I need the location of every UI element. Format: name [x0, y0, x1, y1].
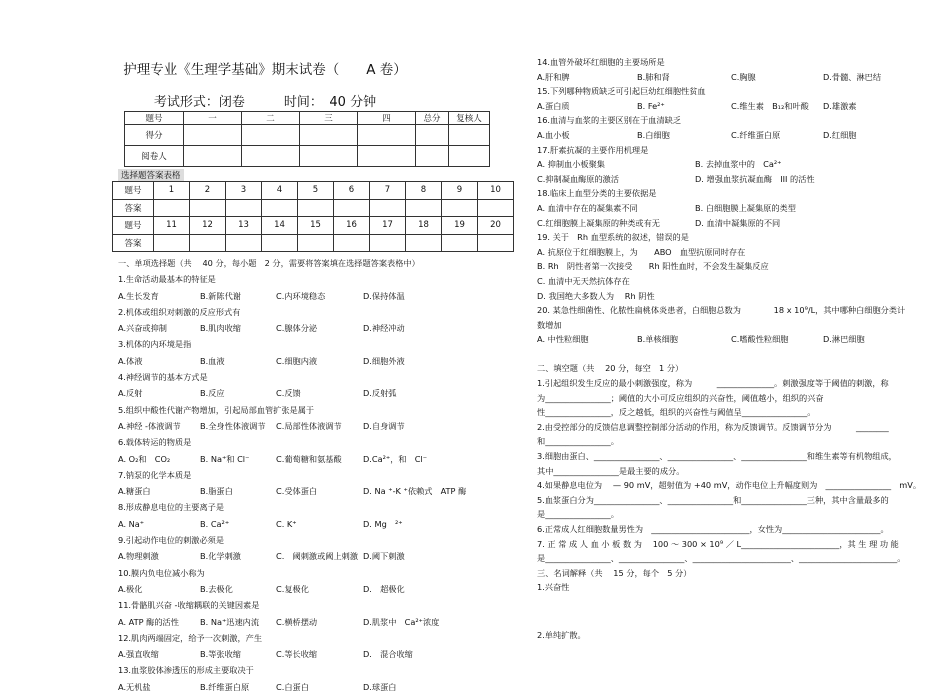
answer-cell[interactable]: [262, 199, 298, 217]
option-text: D.细胞外液: [363, 355, 405, 366]
answer-cell[interactable]: [298, 199, 334, 217]
stem-text: 三、名词解释（共 15 分，每个 5 分）: [537, 567, 692, 578]
stem-text: 和________________。: [537, 436, 619, 447]
stem-text: 18.临床上血型分类的主要依据是: [537, 188, 657, 199]
option-text: D.保持体温: [363, 290, 405, 301]
question-number-cell: 3: [226, 182, 262, 200]
option-text: D.神经冲动: [363, 323, 405, 334]
stem-text: C. 血清中无天然抗体存在: [537, 275, 630, 286]
question-stem: [537, 464, 947, 479]
option-text: B.去极化: [200, 583, 233, 594]
question-number-cell: 7: [370, 182, 406, 200]
question-number-cell: 10: [478, 182, 514, 200]
stem-text: 16.血清与血浆的主要区别在于血清缺乏: [537, 115, 682, 126]
stem-text: 一、单项选择题（共 40 分，每小题 2 分，需要将答案填在选择题答案表格中）: [118, 258, 420, 268]
option-row: [537, 172, 947, 187]
option-text: D.红细胞: [823, 129, 857, 140]
option-text: A.兴奋或抑制: [118, 323, 167, 334]
option-row: [118, 581, 530, 597]
score-row-label: 得分: [125, 125, 184, 146]
option-row: [537, 157, 947, 172]
question-stem: [118, 597, 530, 613]
stem-text: 6.载体转运的物质是: [118, 437, 192, 448]
option-text: B.脂蛋白: [200, 486, 233, 497]
stem-text: 19. 关于 Rh 血型系统的叙述，错误的是: [537, 232, 689, 243]
score-row-label: 阅卷人: [125, 146, 184, 167]
option-text: A. ATP 酶的活性: [118, 616, 179, 627]
option-text: A. 中性粒细胞: [537, 334, 589, 345]
question-number-cell: 19: [442, 217, 478, 235]
stem-text: 性________________，反之越低，组织的兴奋性与阈值呈________________。: [537, 407, 816, 418]
option-text: C. K⁺: [276, 518, 297, 529]
option-row: [118, 646, 530, 662]
stem-text: 4.神经调节的基本方式是: [118, 372, 208, 383]
option-text: C.红细胞膜上凝集原的种类或有无: [537, 217, 660, 228]
stem-text: 20. 某急性细菌性、化脓性扁桃体炎患者，白细胞总数为 18 x 10⁹/L，其中哪种白细胞分类计: [537, 305, 906, 316]
stem-text: 12.肌肉两端固定，给予一次刺激，产生: [118, 632, 263, 643]
option-row: [537, 128, 947, 143]
option-row: [118, 548, 530, 564]
option-text: D. 血清中凝集原的不同: [695, 217, 781, 228]
answer-table: [112, 181, 514, 252]
option-text: C.细胞内液: [276, 355, 318, 366]
question-stem: [118, 499, 530, 515]
question-stem: [537, 143, 947, 158]
option-text: B.全身性体液调节: [200, 420, 266, 431]
score-cell[interactable]: [449, 125, 490, 146]
score-cell[interactable]: [358, 146, 416, 167]
question-stem: [118, 255, 530, 271]
answer-row-label: 答案: [113, 199, 154, 217]
question-stem: [537, 507, 947, 522]
question-stem: [537, 347, 947, 362]
question-number-cell: 2: [190, 182, 226, 200]
question-stem: [118, 434, 530, 450]
option-row: [118, 385, 530, 401]
stem-text: 2.由受控部分的反馈信息调整控制部分活动的作用，称为反馈调节。反馈调节分为 ________: [537, 421, 889, 432]
option-text: A.生长发育: [118, 290, 159, 301]
stem-text: 7.钠泵的化学本质是: [118, 469, 192, 480]
option-text: A.反射: [118, 388, 143, 399]
option-text: D. 混合收缩: [363, 649, 413, 660]
answer-cell[interactable]: [190, 199, 226, 217]
option-text: D.反射弧: [363, 388, 397, 399]
option-text: C.内环境稳态: [276, 290, 326, 301]
answer-cell[interactable]: [154, 199, 190, 217]
score-cell[interactable]: [300, 146, 358, 167]
question-stem: [537, 186, 947, 201]
question-number-cell: 11: [154, 217, 190, 235]
stem-text: 17.肝素抗凝的主要作用机理是: [537, 144, 649, 155]
question-number-cell: 13: [226, 217, 262, 235]
answer-row-label: 答案: [113, 234, 154, 252]
stem-text: 5.组织中酸性代谢产物增加，引起局部血管扩张是属于: [118, 404, 315, 415]
question-stem: [537, 259, 947, 274]
option-row: [118, 353, 530, 369]
option-text: C.维生素 B₁₂和叶酸: [731, 100, 809, 111]
option-text: A.肝和脾: [537, 71, 570, 82]
option-text: C.局部性体液调节: [276, 420, 342, 431]
option-text: A.神经 -体液调节: [118, 420, 181, 431]
question-stem: [537, 449, 947, 464]
question-stem: [118, 630, 530, 646]
question-stem: [537, 434, 947, 449]
option-text: C.等长收缩: [276, 649, 318, 660]
question-stem: [537, 522, 947, 537]
option-text: D.自身调节: [363, 420, 405, 431]
option-row: [118, 320, 530, 336]
stem-text: A. 抗原位于红细胞膜上，为 ABO 血型抗原同时存在: [537, 246, 746, 257]
option-text: C.腺体分泌: [276, 323, 318, 334]
score-cell[interactable]: [358, 125, 416, 146]
option-text: D.雄激素: [823, 100, 857, 111]
option-text: D.骨髓、淋巴结: [823, 71, 882, 82]
question-number-cell: 1: [154, 182, 190, 200]
option-row: [537, 201, 947, 216]
option-row: [537, 99, 947, 114]
stem-text: 二、填空题（共 20 分，每空 1 分）: [537, 363, 684, 374]
score-cell[interactable]: [300, 125, 358, 146]
question-stem: [537, 420, 947, 435]
question-stem: [537, 551, 947, 566]
option-text: C.横桥摆动: [276, 616, 318, 627]
answer-cell[interactable]: [262, 234, 298, 252]
question-stem: [537, 55, 947, 70]
stem-text: 10.膜内负电位减小称为: [118, 567, 205, 578]
option-row: [118, 451, 530, 467]
option-text: D.球蛋白: [363, 681, 397, 692]
stem-text: 5.血浆蛋白分为________________、________________和________________三种，其中含量最多的: [537, 494, 889, 505]
option-text: A.物理刺激: [118, 551, 159, 562]
option-text: A.蛋白质: [537, 100, 570, 111]
option-row: [118, 483, 530, 499]
question-stem: [537, 493, 947, 508]
stem-text: 是________________、________________、________________________、________________________。: [537, 553, 906, 564]
question-stem: [537, 361, 947, 376]
score-cell[interactable]: [184, 146, 242, 167]
option-text: C.抑制凝血酶原的激活: [537, 173, 620, 184]
option-row: [537, 332, 947, 347]
score-cell[interactable]: [416, 125, 449, 146]
question-stem: [537, 113, 947, 128]
answer-cell[interactable]: [478, 199, 514, 217]
option-text: D.淋巴细胞: [823, 334, 865, 345]
answer-cell[interactable]: [406, 199, 442, 217]
stem-text: 1.兴奋性: [537, 582, 570, 593]
answer-cell[interactable]: [370, 199, 406, 217]
option-text: A.极化: [118, 583, 143, 594]
option-text: B.肺和肾: [637, 71, 670, 82]
question-stem: [118, 271, 530, 287]
question-stem: [537, 274, 947, 289]
stem-text: 2.机体或组织对刺激的反应形式有: [118, 306, 241, 317]
question-number-cell: 8: [406, 182, 442, 200]
stem-text: 14.血管外破坏红细胞的主要场所是: [537, 57, 665, 67]
option-text: C.受体蛋白: [276, 486, 318, 497]
option-text: A.糖蛋白: [118, 486, 151, 497]
answer-cell[interactable]: [154, 234, 190, 252]
question-stem: [537, 230, 947, 245]
option-text: C.葡萄糖和氨基酸: [276, 453, 342, 464]
option-text: B. Fe²⁺: [637, 100, 665, 111]
stem-text: 1.引起组织发生反应的最小刺激强度，称为 ______________。刺激强度等于阈值的刺激，称: [537, 378, 889, 389]
question-stem: [537, 478, 947, 493]
question-stem: [537, 245, 947, 260]
stem-text: 1.生命活动最基本的特征是: [118, 274, 216, 285]
score-header: 题号: [125, 112, 184, 125]
stem-text: 9.引起动作电位的刺激必须是: [118, 535, 225, 546]
score-header: 三: [300, 112, 358, 125]
option-row: [118, 288, 530, 304]
answer-cell[interactable]: [334, 199, 370, 217]
answer-cell[interactable]: [334, 234, 370, 252]
answer-cell[interactable]: [370, 234, 406, 252]
score-cell[interactable]: [184, 125, 242, 146]
question-number-cell: 6: [334, 182, 370, 200]
option-text: C.纤维蛋白原: [731, 129, 781, 140]
option-text: B.化学刺激: [200, 551, 241, 562]
answer-cell[interactable]: [406, 234, 442, 252]
question-number-cell: 18: [406, 217, 442, 235]
stem-text: 7. 正 常 成 人 血 小 板 数 为 100 ～ 300 × 10⁹ ／ L________________________，其 生 理 功 能: [537, 538, 899, 549]
question-list-right: [537, 55, 947, 595]
option-text: D. Mg ²⁺: [363, 518, 403, 529]
question-stem: [537, 303, 947, 318]
question-number-cell: 20: [478, 217, 514, 235]
stem-text: 11.骨骼肌兴奋 -收缩耦联的关键因素是: [118, 600, 260, 611]
answer-cell[interactable]: [442, 234, 478, 252]
score-cell[interactable]: [449, 146, 490, 167]
question-stem: [537, 318, 947, 333]
option-text: C.反馈: [276, 388, 301, 399]
option-text: B.肌肉收缩: [200, 323, 241, 334]
question-stem: [537, 391, 947, 406]
option-text: C.白蛋白: [276, 681, 309, 692]
question-stem: [118, 402, 530, 418]
stem-text: 是________________。: [537, 509, 619, 520]
option-text: D.阈下刺激: [363, 551, 405, 562]
option-text: A. 血清中存在的凝集素不同: [537, 202, 638, 213]
option-text: B.新陈代谢: [200, 290, 241, 301]
option-text: A. 抑制血小板聚集: [537, 159, 605, 170]
question-stem: [537, 580, 947, 595]
answer-table-caption: 选择题答案表格: [118, 169, 184, 181]
question-stem: [537, 537, 947, 552]
answer-cell[interactable]: [298, 234, 334, 252]
question-stem: [537, 376, 947, 391]
question-number-cell: 12: [190, 217, 226, 235]
question-number-cell: 14: [262, 217, 298, 235]
question-stem: [118, 336, 530, 352]
question-stem: [537, 84, 947, 99]
option-text: B. Na⁺迅速内流: [200, 616, 260, 627]
score-header: 总分: [416, 112, 449, 125]
score-cell[interactable]: [242, 125, 300, 146]
option-text: B. 白细胞膜上凝集原的类型: [695, 202, 796, 213]
option-text: A.无机盐: [118, 681, 151, 692]
exam-title: 护理专业《生理学基础》期末试卷（ A 卷）: [123, 62, 407, 78]
option-text: A. Na⁺: [118, 518, 145, 529]
option-text: A.体液: [118, 355, 143, 366]
question-stem: [118, 565, 530, 581]
question-number-cell: 5: [298, 182, 334, 200]
score-cell[interactable]: [416, 146, 449, 167]
stem-text: 为________________；阈值的大小可反应组织的兴奋性，阈值越小，组织的兴奋: [537, 392, 824, 403]
score-header: 四: [358, 112, 416, 125]
question-stem: [118, 369, 530, 385]
option-text: B.单核细胞: [637, 334, 678, 345]
option-text: C.复极化: [276, 583, 309, 594]
stem-text: B. Rh 阴性者第一次接受 Rh 阳性血时，不会发生凝集反应: [537, 261, 769, 272]
option-text: B.血液: [200, 355, 225, 366]
question-stem: [118, 304, 530, 320]
stem-text: 4.如果静息电位为 — 90 mV，超射值为 +40 mV，动作电位上升幅度则为 ________________ mV。: [537, 480, 922, 491]
question-list-left: [118, 255, 530, 695]
option-text: A.血小板: [537, 129, 570, 140]
option-row: [118, 679, 530, 695]
option-text: D.Ca²⁺，和 Cl⁻: [363, 453, 428, 464]
option-text: B.反应: [200, 388, 225, 399]
question-number-cell: 15: [298, 217, 334, 235]
option-text: D. 增强血浆抗凝血酶 III 的活性: [695, 173, 815, 184]
option-text: A.强直收缩: [118, 649, 159, 660]
option-text: C. 阈刺激或阈上刺激: [276, 551, 359, 562]
option-row: [118, 614, 530, 630]
score-cell[interactable]: [242, 146, 300, 167]
option-row: [118, 516, 530, 532]
stem-text: 13.血浆胶体渗透压的形成主要取决于: [118, 665, 254, 676]
stem-text: D. 我国绝大多数人为 Rh 阴性: [537, 290, 655, 301]
option-text: C.嗜酸性粒细胞: [731, 334, 789, 345]
answer-cell[interactable]: [478, 234, 514, 252]
question-number-cell: 17: [370, 217, 406, 235]
option-text: B.纤维蛋白原: [200, 681, 250, 692]
answer-cell[interactable]: [226, 234, 262, 252]
score-header: 复核人: [449, 112, 490, 125]
option-row: [537, 70, 947, 85]
answer-cell[interactable]: [226, 199, 262, 217]
stem-text: 其中________________是最主要的成分。: [537, 465, 685, 476]
stem-text: 6.正常成人红细胞数量男性为 ________________________，女性为________________________。: [537, 524, 889, 534]
question-stem: [537, 405, 947, 420]
stem-text: 3.机体的内环境是指: [118, 339, 192, 350]
score-header: 二: [242, 112, 300, 125]
stem-text: 3.细胞由蛋白、________________、________________、________________和维生素等有机物组成，: [537, 451, 897, 462]
option-text: B. Ca²⁺: [200, 518, 230, 529]
option-text: D. Na ⁺-K ⁺依赖式 ATP 酶: [363, 486, 467, 497]
score-table: [124, 111, 490, 167]
option-text: D. 超极化: [363, 583, 405, 594]
question-stem: [537, 289, 947, 304]
question-number-cell: 9: [442, 182, 478, 200]
option-text: B. Na⁺和 Cl⁻: [200, 453, 250, 464]
option-text: A. O₂和 CO₂: [118, 453, 171, 464]
question-number-cell: 16: [334, 217, 370, 235]
exam-subtitle: 考试形式：闭卷 时间： 40 分钟: [153, 95, 377, 110]
stem-text: 数增加: [537, 319, 562, 330]
question-stem: [118, 532, 530, 548]
question-number-cell: 4: [262, 182, 298, 200]
question-stem: [118, 467, 530, 483]
stem-text: 15.下列哪种物质缺乏可引起巨幼红细胞性贫血: [537, 86, 706, 97]
option-row: [537, 216, 947, 231]
score-header: 一: [184, 112, 242, 125]
option-text: D.肌浆中 Ca²⁺浓度: [363, 616, 440, 627]
stem-text: 8.形成静息电位的主要离子是: [118, 502, 225, 513]
option-text: B.白细胞: [637, 129, 670, 140]
question-stem: [537, 566, 947, 581]
answer-row-label: 题号: [113, 217, 154, 235]
option-text: B.等张收缩: [200, 649, 241, 660]
option-text: C.胸腺: [731, 71, 756, 82]
answer-cell[interactable]: [442, 199, 478, 217]
answer-cell[interactable]: [190, 234, 226, 252]
definition-item: 2.单纯扩散。: [537, 630, 586, 640]
answer-row-label: 题号: [113, 182, 154, 200]
option-row: [118, 418, 530, 434]
option-text: B. 去掉血浆中的 Ca²⁺: [695, 159, 782, 170]
